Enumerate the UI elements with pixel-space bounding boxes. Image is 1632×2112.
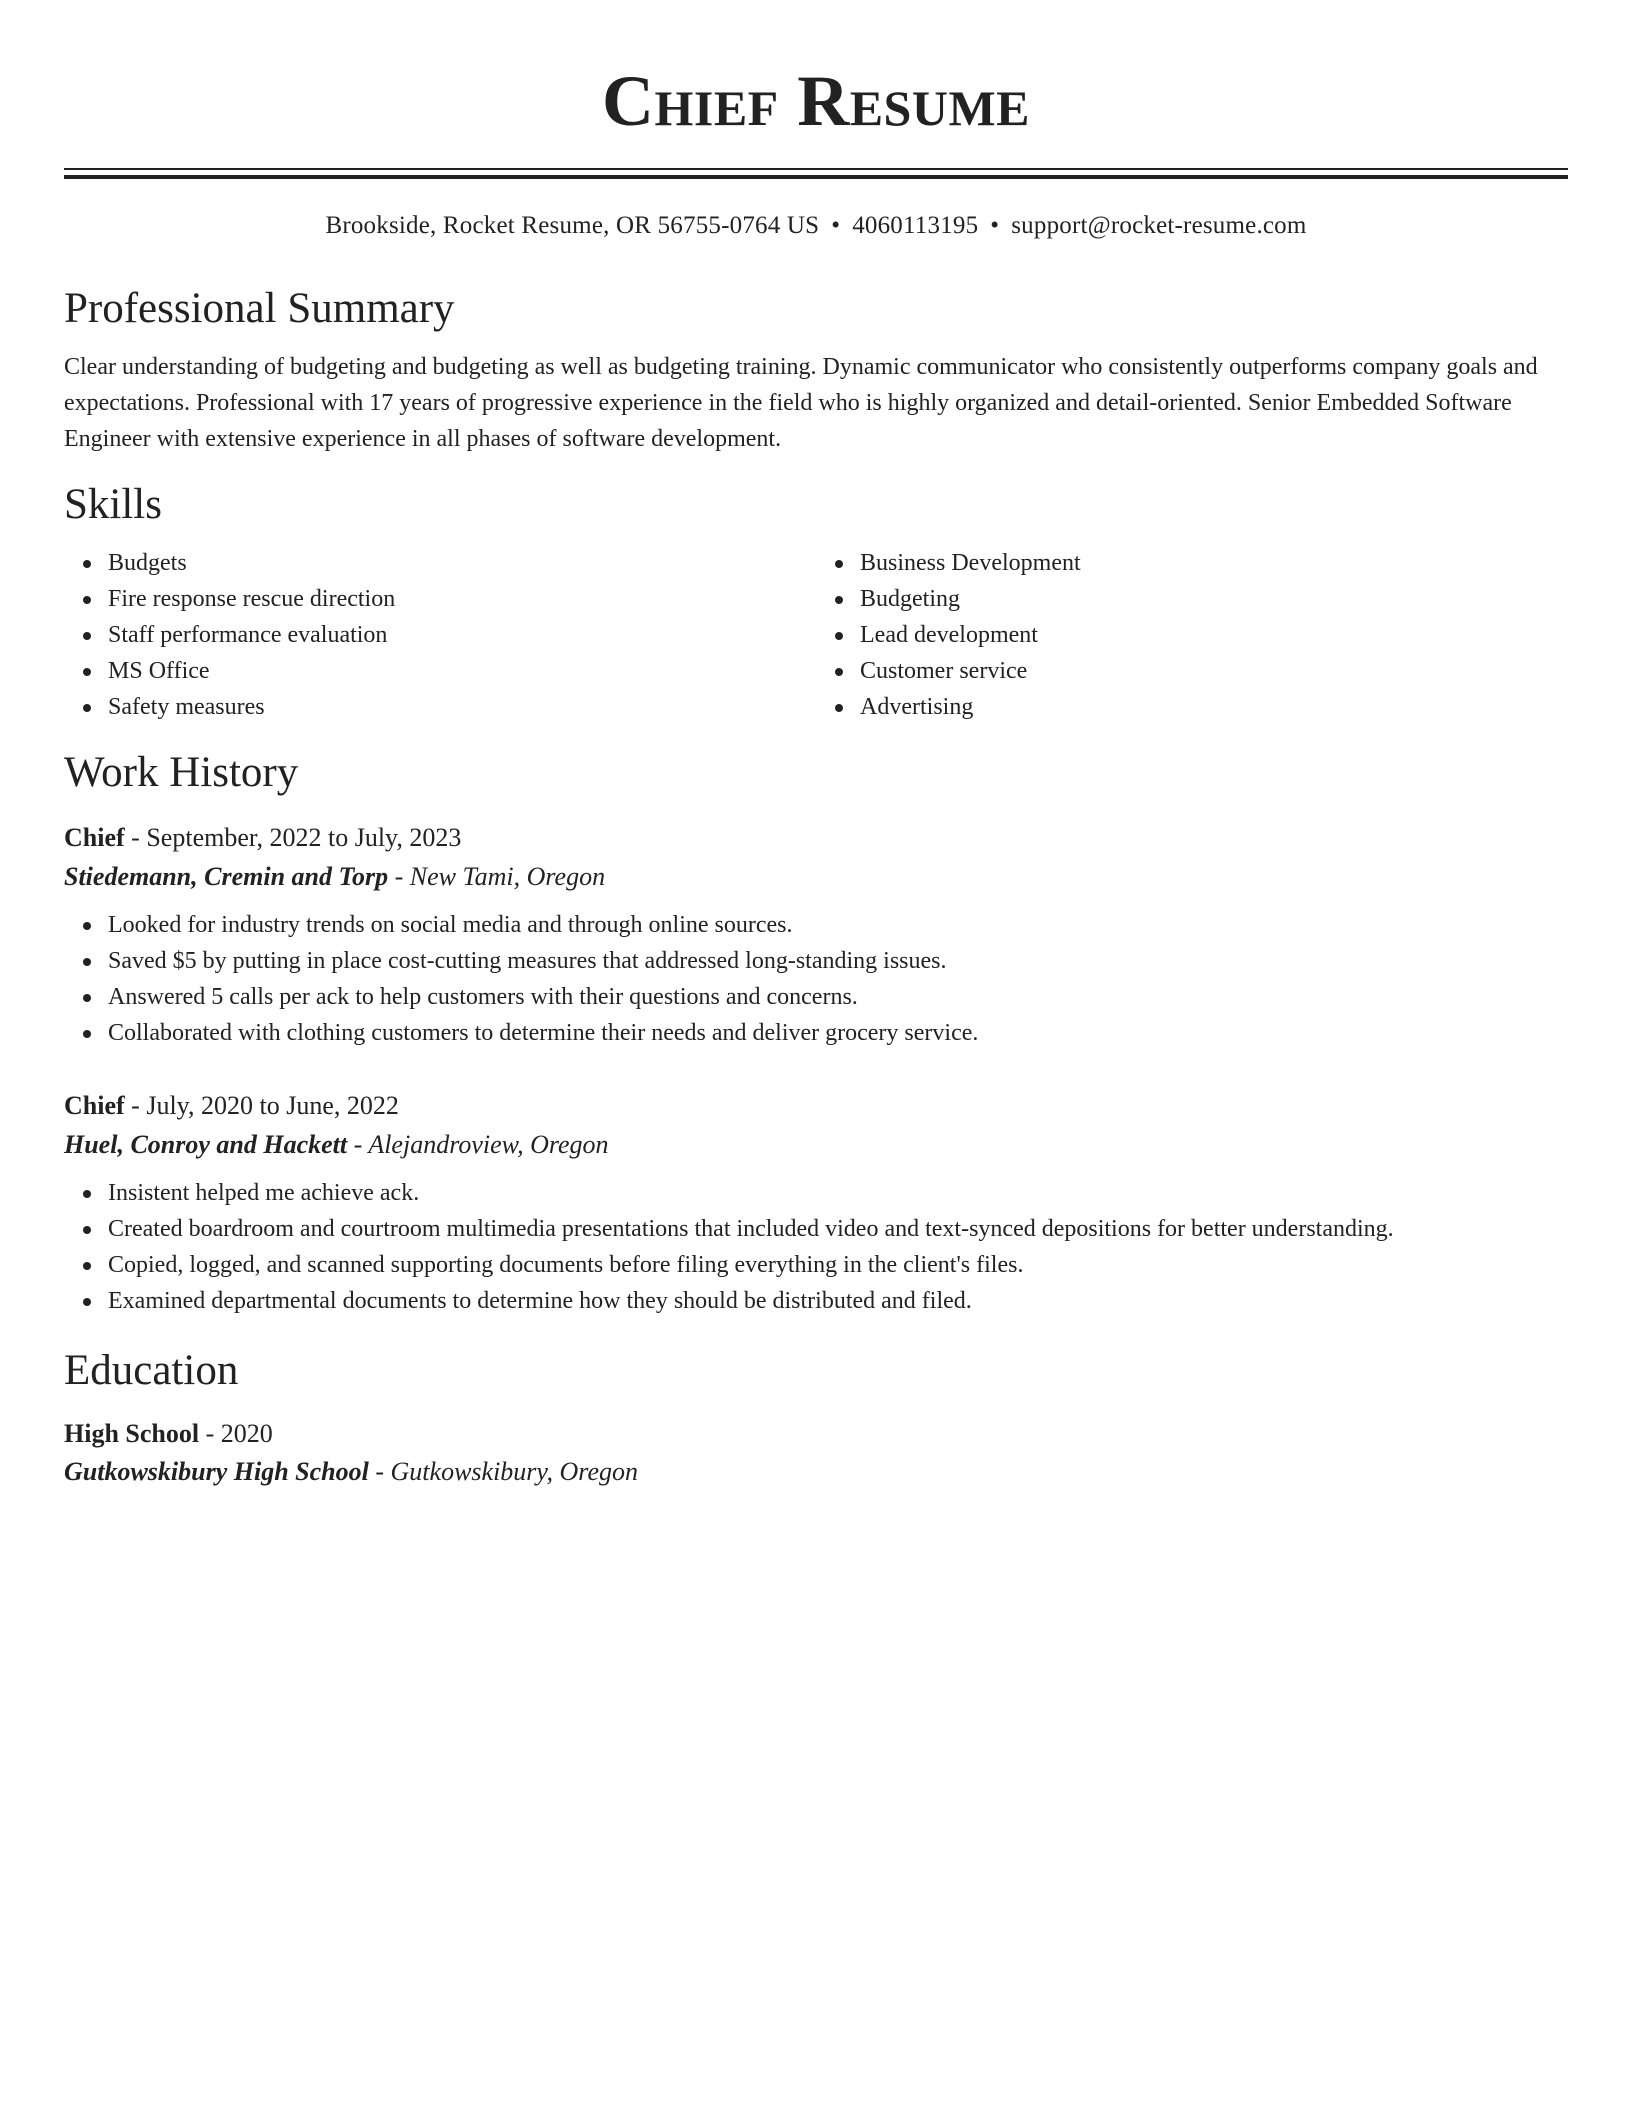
education-school: Gutkowskibury High School: [64, 1457, 369, 1486]
job-title-line: [64, 819, 1568, 857]
job-dash: -: [124, 1091, 147, 1120]
bullet-icon: [83, 1030, 91, 1038]
bullet-icon: [83, 596, 91, 604]
education-degree-line: [64, 1415, 1568, 1453]
skill-item: [860, 545, 1568, 581]
job-location: New Tami, Oregon: [409, 862, 606, 891]
skill-label: MS Office: [108, 658, 210, 684]
education-year: 2020: [220, 1419, 273, 1448]
contact-email: support@rocket-resume.com: [1011, 212, 1307, 239]
skills-column-right: [816, 545, 1568, 725]
bullet-icon: [83, 1190, 91, 1198]
job-bullet: [108, 1211, 1568, 1247]
job-bullet-text: Looked for industry trends on social media and through online sources.: [108, 912, 793, 938]
skill-label: Customer service: [860, 658, 1028, 684]
skill-item: [860, 617, 1568, 653]
header-divider: [64, 168, 1568, 179]
job-bullet: [108, 1175, 1568, 1211]
skill-label: Budgets: [108, 550, 187, 576]
job-role: Chief: [64, 1091, 125, 1120]
skill-label: Lead development: [860, 622, 1038, 648]
job-entry: [64, 819, 1568, 1051]
bullet-icon: [83, 1262, 91, 1270]
bullet-icon: [835, 560, 843, 568]
job-bullets: [64, 1175, 1568, 1319]
skill-item: [860, 689, 1568, 725]
work-history-heading: Work History: [64, 749, 299, 796]
bullet-icon: [83, 668, 91, 676]
job-dash: -: [388, 862, 410, 891]
bullet-icon: [83, 958, 91, 966]
job-company: Huel, Conroy and Hackett: [64, 1130, 348, 1159]
skill-item: [108, 653, 816, 689]
job-bullet: [108, 1015, 1568, 1051]
contact-separator: •: [990, 212, 1000, 239]
bullet-icon: [835, 668, 843, 676]
skill-label: Advertising: [860, 694, 974, 720]
education-school-line: [64, 1453, 1568, 1491]
job-bullet: [108, 1283, 1568, 1319]
summary-heading: Professional Summary: [64, 285, 455, 332]
bullet-icon: [835, 596, 843, 604]
bullet-icon: [83, 632, 91, 640]
bullet-icon: [83, 704, 91, 712]
job-bullet-text: Insistent helped me achieve ack.: [108, 1180, 420, 1206]
job-bullet-text: Copied, logged, and scanned supporting documents before filing everything in the client's files.: [108, 1252, 1024, 1278]
resume-name: Chief Resume: [601, 61, 1031, 141]
job-bullets: [64, 907, 1568, 1051]
job-dash: -: [347, 1130, 369, 1159]
skill-item: [860, 653, 1568, 689]
education-dash: -: [199, 1419, 221, 1448]
job-dates: September, 2022 to July, 2023: [146, 823, 462, 852]
job-bullet-text: Saved $5 by putting in place cost-cutting measures that addressed long-standing issues.: [108, 948, 947, 974]
education-degree: High School: [64, 1419, 200, 1448]
summary-text: Clear understanding of budgeting and budgeting as well as budgeting training. Dynamic communicator who consistently outperforms company goals and expectations. Professional with 17 years of progressive experience in the field who is highly organized and detail-oriented. Senior Embedded Software Engineer with extensive experience in all phases of software development.: [64, 354, 1538, 452]
contact-line: [64, 209, 1568, 243]
job-bullet-text: Answered 5 calls per ack to help customers with their questions and concerns.: [108, 984, 858, 1010]
job-company: Stiedemann, Cremin and Torp: [64, 862, 389, 891]
education-location: Gutkowskibury, Oregon: [390, 1457, 638, 1486]
contact-phone: 4060113195: [852, 212, 979, 239]
job-dates: July, 2020 to June, 2022: [146, 1091, 399, 1120]
job-bullet: [108, 943, 1568, 979]
skill-label: Budgeting: [860, 586, 960, 612]
job-bullet-text: Examined departmental documents to determine how they should be distributed and filed.: [108, 1288, 972, 1314]
skill-label: Safety measures: [108, 694, 265, 720]
job-title-line: [64, 1087, 1568, 1125]
education-heading: Education: [64, 1347, 239, 1394]
bullet-icon: [83, 1226, 91, 1234]
job-bullet: [108, 1247, 1568, 1283]
education-entry: [64, 1415, 1568, 1491]
bullet-icon: [835, 632, 843, 640]
skill-item: [860, 581, 1568, 617]
job-bullet: [108, 907, 1568, 943]
bullet-icon: [835, 704, 843, 712]
skill-label: Business Development: [860, 550, 1081, 576]
bullet-icon: [83, 994, 91, 1002]
skill-item: [108, 689, 816, 725]
skill-label: Fire response rescue direction: [108, 586, 396, 612]
bullet-icon: [83, 1298, 91, 1306]
job-bullet-text: Collaborated with clothing customers to determine their needs and deliver grocery service.: [108, 1020, 979, 1046]
skills-heading: Skills: [64, 481, 162, 528]
contact-separator: •: [831, 212, 841, 239]
skills-grid: [64, 545, 1568, 725]
contact-address: Brookside, Rocket Resume, OR 56755-0764 US: [325, 212, 820, 239]
job-entry: [64, 1087, 1568, 1319]
skill-item: [108, 617, 816, 653]
skills-column-left: [64, 545, 816, 725]
bullet-icon: [83, 922, 91, 930]
job-bullet: [108, 979, 1568, 1015]
skill-item: [108, 545, 816, 581]
job-dash: -: [124, 823, 147, 852]
job-role: Chief: [64, 823, 125, 852]
job-company-line: [64, 857, 1568, 897]
bullet-icon: [83, 560, 91, 568]
skill-label: Staff performance evaluation: [108, 622, 388, 648]
job-location: Alejandroview, Oregon: [368, 1130, 609, 1159]
education-dash: -: [368, 1457, 391, 1486]
job-company-line: [64, 1125, 1568, 1165]
skill-item: [108, 581, 816, 617]
job-bullet-text: Created boardroom and courtroom multimedia presentations that included video and text-synced depositions for better understanding.: [108, 1216, 1394, 1242]
